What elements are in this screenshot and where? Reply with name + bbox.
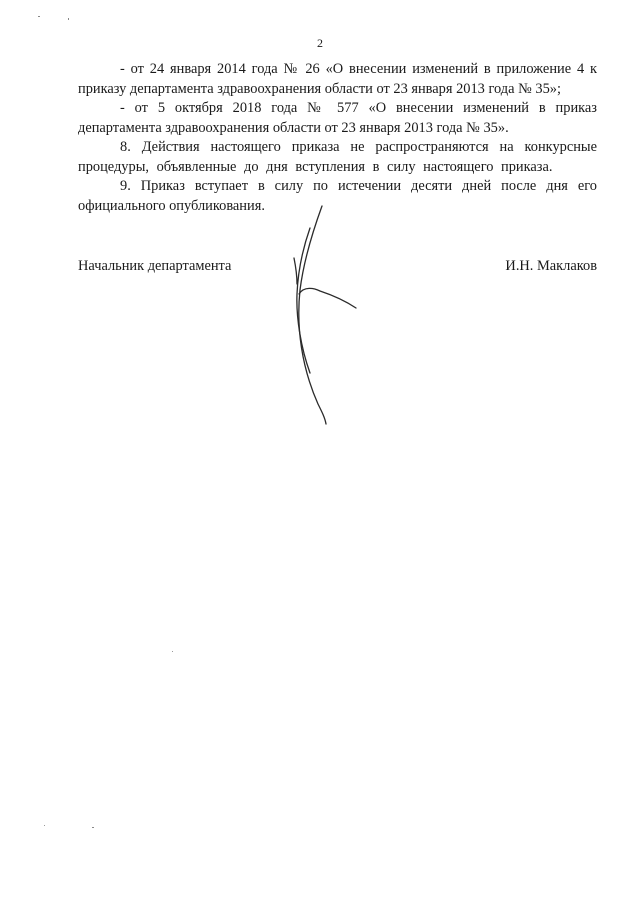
page-number: 2 xyxy=(317,36,323,50)
signatory-name: И.Н. Маклаков xyxy=(505,258,597,274)
paragraph-amendment-2014: - от 24 января 2014 года № 26 «О внесении изменений в приложение 4 к приказу департамента здравоохранения области от 23 января 2013 года № 35»; xyxy=(78,61,597,97)
scan-speck xyxy=(44,825,45,826)
paragraph-item-9: 9. Приказ вступает в силу по истечении десяти дней после дня его официального опубликования. xyxy=(78,178,597,214)
document-body xyxy=(78,60,597,216)
scan-speck xyxy=(38,16,40,17)
scan-speck xyxy=(68,18,69,20)
paragraph-amendment-2018: - от 5 октября 2018 года № 577 «О внесении изменений в приказ департамента здравоохранения области от 23 января 2013 года № 35». xyxy=(78,100,597,136)
signature-stroke-main xyxy=(299,206,326,424)
paragraph-item-8: 8. Действия настоящего приказа не распространяются на конкурсные процедуры, объявленные до дня вступления в силу настоящего приказа. xyxy=(78,139,597,175)
signature-stroke-flick xyxy=(294,258,297,284)
signatory-position: Начальник департамента xyxy=(78,258,232,274)
signature-stroke-loop xyxy=(299,288,356,308)
handwritten-signature xyxy=(270,198,380,438)
scan-speck xyxy=(172,651,173,652)
scan-speck xyxy=(92,827,94,828)
